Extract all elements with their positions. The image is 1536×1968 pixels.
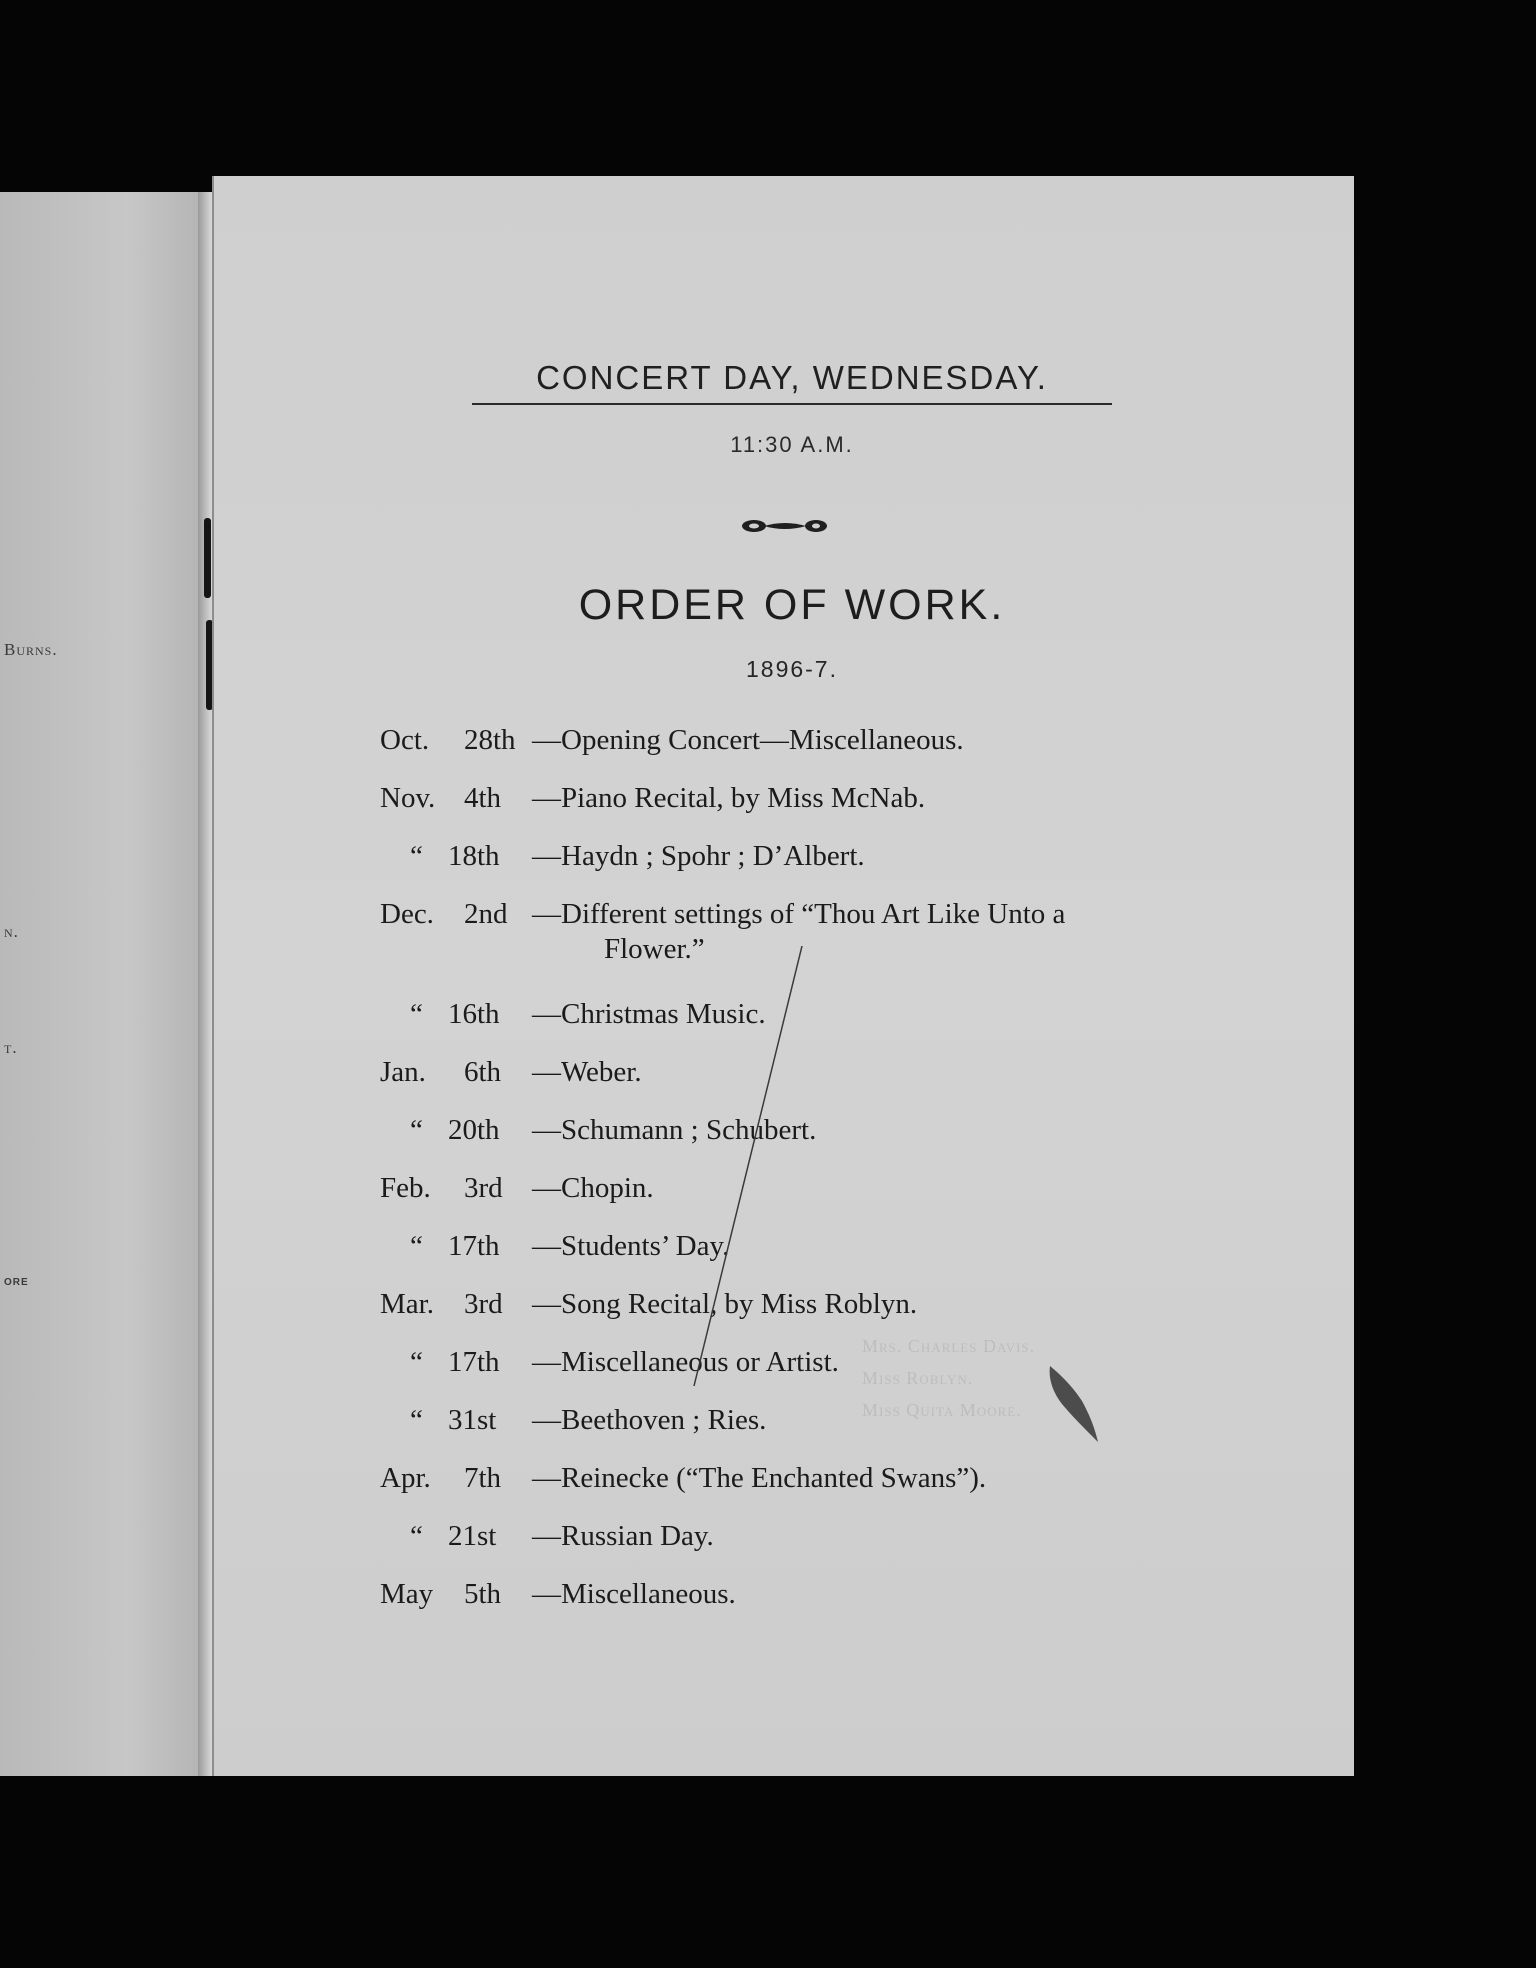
entry-description: —Song Recital, by Miss Roblyn. <box>532 1288 918 1320</box>
schedule-entry <box>380 782 1220 840</box>
entry-day: 7th <box>464 1462 502 1494</box>
entry-day: 18th <box>448 840 500 872</box>
left-page-fragment: n. <box>4 922 19 941</box>
entry-description: —Different settings of “Thou Art Like Unto a <box>532 898 1066 930</box>
binding-stitch <box>204 518 211 598</box>
entry-description: —Chopin. <box>532 1172 654 1204</box>
entry-month: Dec. <box>380 898 434 930</box>
entry-description: —Piano Recital, by Miss McNab. <box>532 782 926 814</box>
entry-month: Apr. <box>380 1462 431 1494</box>
entry-description: —Schumann ; Schubert. <box>532 1114 817 1146</box>
entry-month: May <box>380 1578 434 1610</box>
entry-day: 2nd <box>464 898 508 930</box>
entry-description: —Weber. <box>532 1056 642 1088</box>
entry-day: 20th <box>448 1114 500 1146</box>
decorative-ornament-icon <box>740 516 830 536</box>
entry-month: Oct. <box>380 724 430 756</box>
entry-day: 28th <box>464 724 516 756</box>
ditto-mark: “ <box>410 1230 423 1262</box>
left-page-fragment: t. <box>4 1038 18 1057</box>
left-page-fragment: ore <box>4 1272 29 1288</box>
entry-day: 3rd <box>464 1172 503 1204</box>
entry-day: 3rd <box>464 1288 503 1320</box>
season-year: 1896-7. <box>745 656 838 682</box>
entry-day: 17th <box>448 1346 500 1378</box>
schedule-entry <box>380 1462 1220 1520</box>
entry-day: 31st <box>448 1404 497 1436</box>
ditto-mark: “ <box>410 840 423 872</box>
entry-day: 5th <box>464 1578 502 1610</box>
entry-description: —Russian Day. <box>532 1520 714 1552</box>
ditto-mark: “ <box>410 1404 423 1436</box>
entry-description-continuation: Flower.” <box>604 933 705 965</box>
bleed-through-text: Mrs. Charles Davis. <box>862 1336 1036 1356</box>
entry-description: —Opening Concert—Miscellaneous. <box>532 724 964 756</box>
entry-description: —Beethoven ; Ries. <box>532 1404 767 1436</box>
program-page <box>212 176 1354 1776</box>
concert-time: 11:30 A.M. <box>730 432 854 457</box>
entry-month: Jan. <box>380 1056 426 1088</box>
schedule-entry <box>380 1520 1220 1578</box>
entry-description: —Haydn ; Spohr ; D’Albert. <box>532 840 865 872</box>
bleed-through-text: Miss Roblyn. <box>862 1368 974 1388</box>
entry-day: 21st <box>448 1520 497 1552</box>
entry-day: 16th <box>448 998 500 1030</box>
ditto-mark: “ <box>410 1520 423 1552</box>
ditto-mark: “ <box>410 1114 423 1146</box>
schedule-entry <box>380 724 1220 782</box>
schedule-entry <box>380 840 1220 898</box>
entry-description: —Christmas Music. <box>532 998 766 1030</box>
entry-month: Nov. <box>380 782 436 814</box>
ditto-mark: “ <box>410 998 423 1030</box>
entry-description: —Students’ Day. <box>532 1230 730 1262</box>
entry-description: —Reinecke (“The Enchanted Swans”). <box>532 1462 987 1494</box>
entry-month: Mar. <box>380 1288 434 1320</box>
entry-description: —Miscellaneous. <box>532 1578 736 1610</box>
entry-day: 4th <box>464 782 502 814</box>
ditto-mark: “ <box>410 1346 423 1378</box>
page-header-title: CONCERT DAY, WEDNESDAY. <box>472 359 1112 405</box>
pencil-stroke-mark <box>692 946 812 1406</box>
entry-day: 6th <box>464 1056 502 1088</box>
section-title: ORDER OF WORK. <box>578 581 1006 629</box>
entry-day: 17th <box>448 1230 500 1262</box>
ink-blot-mark <box>1042 1356 1102 1446</box>
entry-month: Feb. <box>380 1172 431 1204</box>
left-page <box>0 192 212 1776</box>
schedule-entry <box>380 1578 1220 1636</box>
bleed-through-text: Miss Quita Moore. <box>862 1400 1022 1420</box>
entry-description: —Miscellaneous or Artist. <box>532 1346 839 1378</box>
left-page-fragment: Burns. <box>4 640 58 659</box>
